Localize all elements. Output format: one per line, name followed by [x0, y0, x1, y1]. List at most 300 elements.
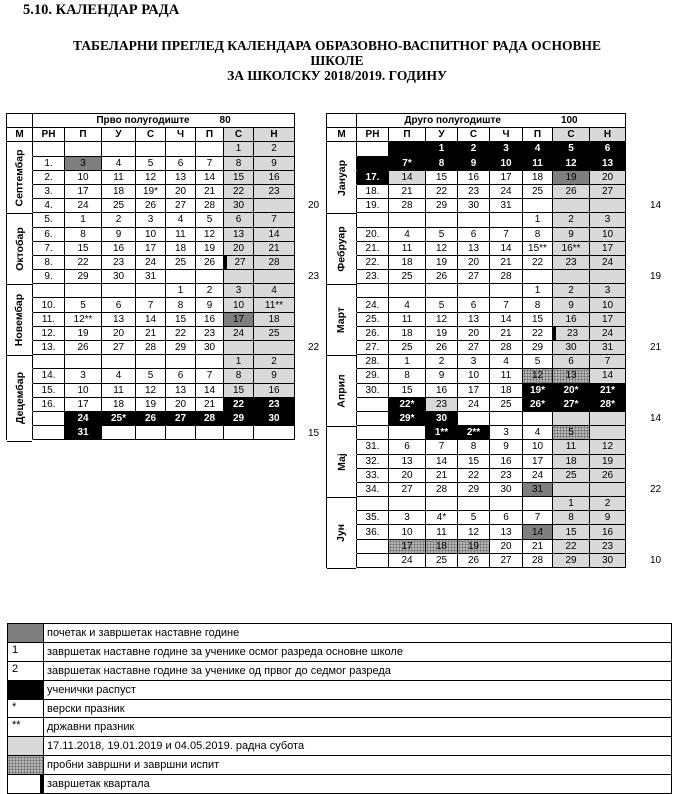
day-cell: 4 [523, 142, 553, 156]
legend-symbol [8, 624, 44, 643]
school-week-number: 25. [357, 313, 389, 327]
day-cell [389, 213, 426, 227]
day-cell: 4 [254, 284, 295, 298]
day-cell: 21 [490, 327, 523, 341]
day-cell: 15 [458, 455, 490, 469]
column-header-thu: Ч [490, 128, 523, 142]
day-cell: 22 [458, 469, 490, 483]
school-week-number: 15. [33, 384, 65, 398]
day-cell [224, 426, 254, 440]
day-cell: 7 [254, 213, 295, 227]
day-cell: 5 [426, 228, 458, 242]
day-cell: 6 [166, 157, 196, 171]
month-label [7, 142, 32, 214]
day-cell: 6 [458, 298, 490, 312]
day-cell: 15 [389, 384, 426, 398]
day-cell: 26 [458, 554, 490, 568]
school-week-number: 6. [33, 228, 65, 242]
day-cell: 10 [490, 157, 523, 171]
day-cell: 11 [102, 171, 136, 185]
day-cell: 28 [196, 199, 224, 213]
day-cell: 21 [136, 327, 166, 341]
legend-symbol-text: ** [12, 719, 21, 732]
day-cell: 14 [389, 171, 426, 185]
day-cell: 14 [196, 171, 224, 185]
day-cell: 1 [523, 284, 553, 298]
day-cell: 10 [389, 525, 426, 539]
day-cell [490, 497, 523, 511]
day-cell: 30 [224, 199, 254, 213]
day-cell: 24 [590, 256, 626, 270]
day-cell: 19 [426, 256, 458, 270]
day-cell: 22 [166, 327, 196, 341]
day-cell: 2 [553, 213, 590, 227]
day-cell: 26 [426, 341, 458, 355]
school-week-number [357, 426, 389, 440]
legend-description: завршетак наставне године за ученике осмог разреда основне школе [44, 643, 672, 662]
day-cell [490, 412, 523, 426]
school-week-number: 16. [33, 398, 65, 412]
day-cell: 6 [590, 142, 626, 156]
school-week-number: 28. [357, 355, 389, 369]
day-cell: 10 [65, 171, 102, 185]
school-week-number: 18. [357, 185, 389, 199]
day-cell: 22 [224, 185, 254, 199]
day-cell: 21 [196, 185, 224, 199]
day-cell: 6 [224, 213, 254, 227]
day-cell: 18 [490, 384, 523, 398]
day-cell: 9 [458, 157, 490, 171]
school-week-number: 12. [33, 327, 65, 341]
day-cell: 13 [458, 242, 490, 256]
school-week-number: 2. [33, 171, 65, 185]
day-cell: 17 [65, 185, 102, 199]
column-header-week: М [327, 128, 357, 142]
school-week-number [357, 497, 389, 511]
day-cell: 3 [136, 213, 166, 227]
day-cell [523, 412, 553, 426]
day-cell: 2 [102, 213, 136, 227]
day-cell: 23 [590, 540, 626, 554]
school-week-number: 4. [33, 199, 65, 213]
day-cell: 26 [136, 199, 166, 213]
school-week-number: 35. [357, 511, 389, 525]
day-cell: 22 [65, 256, 102, 270]
day-cell: 24 [490, 185, 523, 199]
day-cell: 21 [389, 185, 426, 199]
day-cell: 25 [490, 398, 523, 412]
column-header-thu: Ч [166, 128, 196, 142]
day-cell: 13 [166, 384, 196, 398]
day-cell: 16 [490, 455, 523, 469]
day-cell: 17 [224, 313, 254, 327]
month-working-days-total: 22 [308, 342, 320, 354]
school-week-number: 34. [357, 483, 389, 497]
day-cell: 16 [254, 171, 295, 185]
semester-header-spacer [7, 114, 33, 128]
day-cell [102, 355, 136, 369]
day-cell: 16 [196, 313, 224, 327]
day-cell: 20 [166, 185, 196, 199]
day-cell: 25 [553, 469, 590, 483]
semester-days: 80 [219, 115, 231, 127]
day-cell: 24 [224, 327, 254, 341]
day-cell [254, 341, 295, 355]
quarter-end-marker-icon [40, 775, 43, 793]
day-cell: 31 [65, 426, 102, 440]
day-cell: 11 [389, 313, 426, 327]
legend-symbol [8, 662, 44, 681]
month-working-days-total: 20 [308, 200, 320, 212]
day-cell: 6 [553, 355, 590, 369]
school-week-number: 32. [357, 455, 389, 469]
day-cell: 22* [389, 398, 426, 412]
legend-symbol [8, 700, 44, 719]
day-cell: 8 [426, 157, 458, 171]
column-header-sat: С [553, 128, 590, 142]
day-cell: 30 [102, 270, 136, 284]
day-cell: 16** [553, 242, 590, 256]
day-cell: 15 [224, 384, 254, 398]
day-cell: 12** [65, 313, 102, 327]
day-cell: 29 [426, 199, 458, 213]
day-cell: 11 [102, 384, 136, 398]
day-cell [166, 355, 196, 369]
day-cell: 19 [136, 398, 166, 412]
day-cell: 19 [426, 327, 458, 341]
day-cell: 30 [553, 341, 590, 355]
day-cell: 27 [590, 185, 626, 199]
day-cell: 15 [65, 242, 102, 256]
day-cell: 1 [65, 213, 102, 227]
legend-symbol [8, 737, 44, 756]
day-cell: 19* [523, 384, 553, 398]
day-cell: 12 [426, 313, 458, 327]
day-cell: 29 [166, 341, 196, 355]
day-cell [590, 412, 626, 426]
school-week-number: 24. [357, 298, 389, 312]
day-cell: 25 [254, 327, 295, 341]
legend-description: почетак и завршетак наставне године [44, 624, 672, 643]
day-cell: 24 [458, 398, 490, 412]
day-cell: 17 [590, 313, 626, 327]
day-cell: 1 [553, 497, 590, 511]
day-cell: 29 [553, 554, 590, 568]
day-cell: 11 [553, 440, 590, 454]
day-cell [254, 426, 295, 440]
column-header-wed: С [458, 128, 490, 142]
day-cell: 5 [136, 157, 166, 171]
day-cell: 9 [553, 228, 590, 242]
day-cell [426, 213, 458, 227]
day-cell: 11 [166, 228, 196, 242]
school-week-number: 11. [33, 313, 65, 327]
day-cell [458, 497, 490, 511]
day-cell: 22 [426, 185, 458, 199]
day-cell: 6 [166, 369, 196, 383]
day-cell: 25 [102, 199, 136, 213]
legend-symbol-text: * [12, 700, 17, 713]
day-cell [254, 270, 295, 284]
day-cell [458, 284, 490, 298]
day-cell: 17 [523, 455, 553, 469]
day-cell: 17 [590, 242, 626, 256]
day-cell: 24 [65, 412, 102, 426]
day-cell: 22 [523, 327, 553, 341]
day-cell: 29 [523, 341, 553, 355]
day-cell: 3 [490, 426, 523, 440]
day-cell: 7 [196, 157, 224, 171]
day-cell: 28 [523, 554, 553, 568]
column-header-mon: П [65, 128, 102, 142]
day-cell: 28 [389, 199, 426, 213]
day-cell: 27 [458, 341, 490, 355]
semester-header-spacer [327, 114, 357, 128]
day-cell: 25 [389, 270, 426, 284]
month-working-days-total: 19 [650, 271, 662, 283]
day-cell: 4* [426, 511, 458, 525]
day-cell: 2** [458, 426, 490, 440]
day-cell: 29 [224, 412, 254, 426]
day-cell: 5 [553, 426, 590, 440]
month-working-days-total: 14 [650, 200, 662, 212]
month-working-days-total: 23 [308, 271, 320, 283]
column-header-mon: П [389, 128, 426, 142]
day-cell [65, 284, 102, 298]
day-cell: 28 [426, 483, 458, 497]
school-week-number: 26. [357, 327, 389, 341]
day-cell: 16 [254, 384, 295, 398]
day-cell: 1 [426, 142, 458, 156]
month-name: Април [335, 374, 348, 408]
day-cell: 12 [136, 171, 166, 185]
day-cell: 16 [590, 525, 626, 539]
day-cell: 6 [102, 298, 136, 312]
day-cell: 4 [389, 228, 426, 242]
day-cell: 14 [426, 455, 458, 469]
day-cell: 14 [490, 242, 523, 256]
day-cell: 14 [254, 228, 295, 242]
day-cell: 7 [490, 298, 523, 312]
day-cell: 9 [196, 298, 224, 312]
day-cell: 4 [389, 298, 426, 312]
day-cell: 15 [166, 313, 196, 327]
column-header-school-week: РН [33, 128, 65, 142]
legend-symbol [8, 681, 44, 700]
school-week-number: 20. [357, 228, 389, 242]
day-cell: 5 [553, 142, 590, 156]
legend-table [7, 623, 672, 794]
day-cell [102, 142, 136, 156]
legend-symbol-text: 2 [12, 662, 19, 675]
day-cell: 8 [523, 298, 553, 312]
school-week-number: 17. [357, 171, 389, 185]
day-cell: 21* [590, 384, 626, 398]
legend-symbol [8, 775, 44, 794]
day-cell: 19 [196, 242, 224, 256]
school-week-number: 23. [357, 270, 389, 284]
day-cell: 10 [590, 228, 626, 242]
day-cell: 30 [590, 554, 626, 568]
legend-symbol [8, 756, 44, 775]
day-cell: 23 [254, 185, 295, 199]
day-cell [224, 270, 254, 284]
day-cell: 26 [590, 469, 626, 483]
day-cell: 24 [65, 199, 102, 213]
day-cell: 16 [458, 171, 490, 185]
day-cell [590, 199, 626, 213]
day-cell: 31 [590, 341, 626, 355]
day-cell: 19 [590, 455, 626, 469]
day-cell: 25 [166, 256, 196, 270]
day-cell: 18 [166, 242, 196, 256]
day-cell: 1 [389, 355, 426, 369]
day-cell: 15 [553, 525, 590, 539]
legend-description: завршетак квартала [44, 775, 672, 794]
day-cell [136, 142, 166, 156]
day-cell: 9 [254, 369, 295, 383]
day-cell: 7 [523, 511, 553, 525]
day-cell: 30 [490, 483, 523, 497]
day-cell: 27* [553, 398, 590, 412]
day-cell: 20 [458, 256, 490, 270]
day-cell: 13 [490, 525, 523, 539]
school-week-number: 1. [33, 157, 65, 171]
day-cell: 28 [196, 412, 224, 426]
day-cell: 7 [136, 298, 166, 312]
day-cell: 10 [224, 298, 254, 312]
day-cell: 21 [254, 242, 295, 256]
day-cell: 30 [196, 341, 224, 355]
day-cell: 28 [254, 256, 295, 270]
day-cell: 19 [65, 327, 102, 341]
semester-header [357, 114, 626, 128]
day-cell: 29 [458, 483, 490, 497]
day-cell [590, 270, 626, 284]
day-cell: 18 [389, 327, 426, 341]
day-cell: 4 [490, 355, 523, 369]
semester-header [33, 114, 295, 128]
month-working-days-total: 15 [308, 427, 320, 439]
school-week-number: 29. [357, 369, 389, 383]
column-header-fri: П [523, 128, 553, 142]
month-name: Октобар [13, 227, 26, 271]
first-semester-table [6, 113, 295, 440]
day-cell: 1 [224, 142, 254, 156]
day-cell: 2 [196, 284, 224, 298]
day-cell: 20 [166, 398, 196, 412]
day-cell: 12 [458, 525, 490, 539]
day-cell: 20 [102, 327, 136, 341]
day-cell: 26 [426, 270, 458, 284]
day-cell [196, 355, 224, 369]
day-cell: 18 [102, 185, 136, 199]
legend-description: државни празник [44, 718, 672, 737]
day-cell: 20 [224, 242, 254, 256]
day-cell: 28* [590, 398, 626, 412]
day-cell: 8 [65, 228, 102, 242]
school-week-number: 9. [33, 270, 65, 284]
day-cell: 13 [458, 313, 490, 327]
day-cell: 2 [590, 497, 626, 511]
day-cell: 5 [196, 213, 224, 227]
day-cell [196, 142, 224, 156]
day-cell: 3 [490, 142, 523, 156]
day-cell: 2 [254, 142, 295, 156]
day-cell: 8 [224, 157, 254, 171]
day-cell: 8 [389, 369, 426, 383]
day-cell: 7 [196, 369, 224, 383]
day-cell: 24 [590, 327, 626, 341]
legend-description: завршетак наставне године за ученике од првог до седмог разреда [44, 662, 672, 681]
day-cell: 20 [458, 327, 490, 341]
day-cell: 15 [224, 171, 254, 185]
school-week-number [357, 284, 389, 298]
day-cell [523, 270, 553, 284]
day-cell: 1 [166, 284, 196, 298]
day-cell [166, 426, 196, 440]
school-week-number [33, 412, 65, 426]
day-cell [426, 284, 458, 298]
legend-description: ученички распуст [44, 681, 672, 700]
school-week-number [357, 412, 389, 426]
legend-symbol [8, 643, 44, 662]
day-cell: 13 [224, 228, 254, 242]
legend-description: верски празник [44, 700, 672, 719]
day-cell [490, 284, 523, 298]
day-cell: 10 [136, 228, 166, 242]
day-cell: 19* [136, 185, 166, 199]
day-cell: 15 [426, 171, 458, 185]
day-cell [65, 355, 102, 369]
day-cell: 13 [590, 157, 626, 171]
school-week-number [357, 157, 389, 171]
day-cell: 7 [426, 440, 458, 454]
legend-description: 17.11.2018, 19.01.2019 и 04.05.2019. радна субота [44, 737, 672, 756]
school-week-number [33, 355, 65, 369]
day-cell [136, 426, 166, 440]
day-cell: 3 [65, 157, 102, 171]
day-cell: 19 [458, 540, 490, 554]
day-cell: 3 [590, 284, 626, 298]
page-title-line1: ТАБЕЛАРНИ ПРЕГЛЕД КАЛЕНДАРА ОБРАЗОВНО-ВАСПИТНОГ РАДА ОСНОВНЕ [72, 38, 602, 53]
day-cell: 2 [426, 355, 458, 369]
day-cell: 12 [553, 157, 590, 171]
day-cell: 8 [523, 228, 553, 242]
day-cell: 12 [196, 228, 224, 242]
day-cell [389, 284, 426, 298]
day-cell: 1 [224, 355, 254, 369]
day-cell: 30 [254, 412, 295, 426]
day-cell: 31 [490, 199, 523, 213]
day-cell: 18 [254, 313, 295, 327]
month-label [327, 284, 356, 356]
school-week-number [357, 213, 389, 227]
day-cell [166, 142, 196, 156]
day-cell: 10 [523, 440, 553, 454]
month-label [327, 355, 356, 427]
day-cell [102, 426, 136, 440]
day-cell: 1** [426, 426, 458, 440]
day-cell: 10 [458, 369, 490, 383]
month-label [327, 142, 356, 214]
day-cell: 11 [523, 157, 553, 171]
day-cell: 17 [490, 171, 523, 185]
day-cell: 7* [389, 157, 426, 171]
day-cell: 21 [196, 398, 224, 412]
day-cell [458, 213, 490, 227]
day-cell: 14 [490, 313, 523, 327]
